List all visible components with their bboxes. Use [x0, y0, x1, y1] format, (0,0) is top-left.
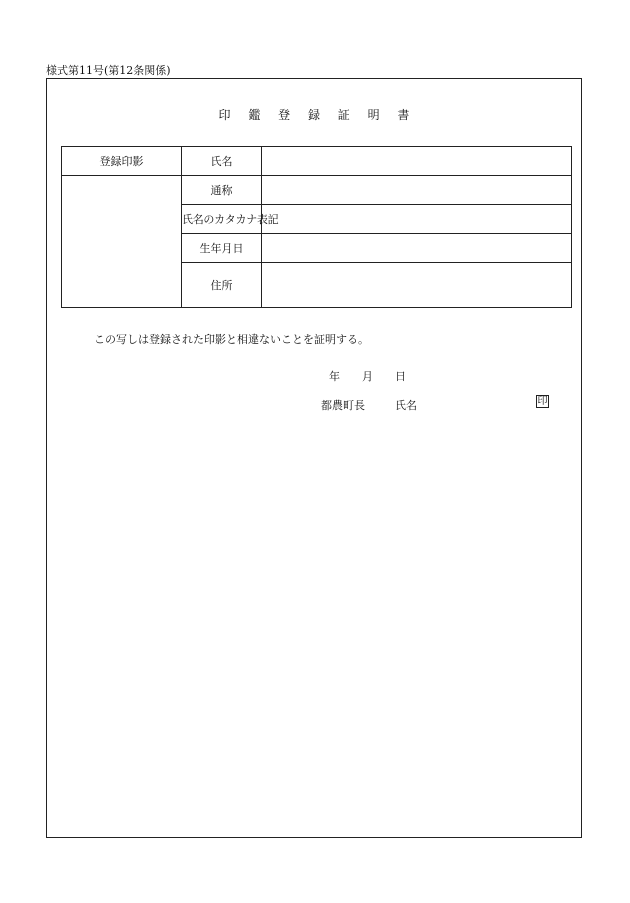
month-label: 月: [362, 370, 373, 383]
certificate-frame: [46, 78, 582, 838]
birthdate-value: [262, 234, 572, 263]
day-label: 日: [395, 370, 406, 383]
signature-line: [321, 397, 417, 413]
birthdate-label: 生年月日: [182, 234, 262, 263]
seal-mark: 印: [537, 396, 548, 407]
seal-header: 登録印影: [62, 147, 182, 176]
alias-value: [262, 176, 572, 205]
registration-table: [61, 146, 572, 308]
issuer-name-label: 氏名: [395, 399, 417, 412]
address-value: [262, 263, 572, 308]
year-label: 年: [329, 370, 340, 383]
katakana-name-value: [262, 205, 572, 234]
form-number: 様式第11号(第12条関係): [46, 64, 171, 77]
table-row: [62, 147, 572, 176]
table-row: [62, 176, 572, 205]
document-title: 印 鑑 登 録 証 明 書: [218, 108, 417, 122]
name-value: [262, 147, 572, 176]
alias-label: 通称: [182, 176, 262, 205]
registered-seal-area: [62, 176, 182, 308]
katakana-name-label: 氏名のカタカナ表記: [182, 205, 262, 234]
certification-text: この写しは登録された印影と相違ないことを証明する。: [94, 333, 369, 346]
name-label: 氏名: [182, 147, 262, 176]
address-label: 住所: [182, 263, 262, 308]
date-line: [329, 368, 406, 384]
issuer-title: 都農町長: [321, 399, 365, 412]
